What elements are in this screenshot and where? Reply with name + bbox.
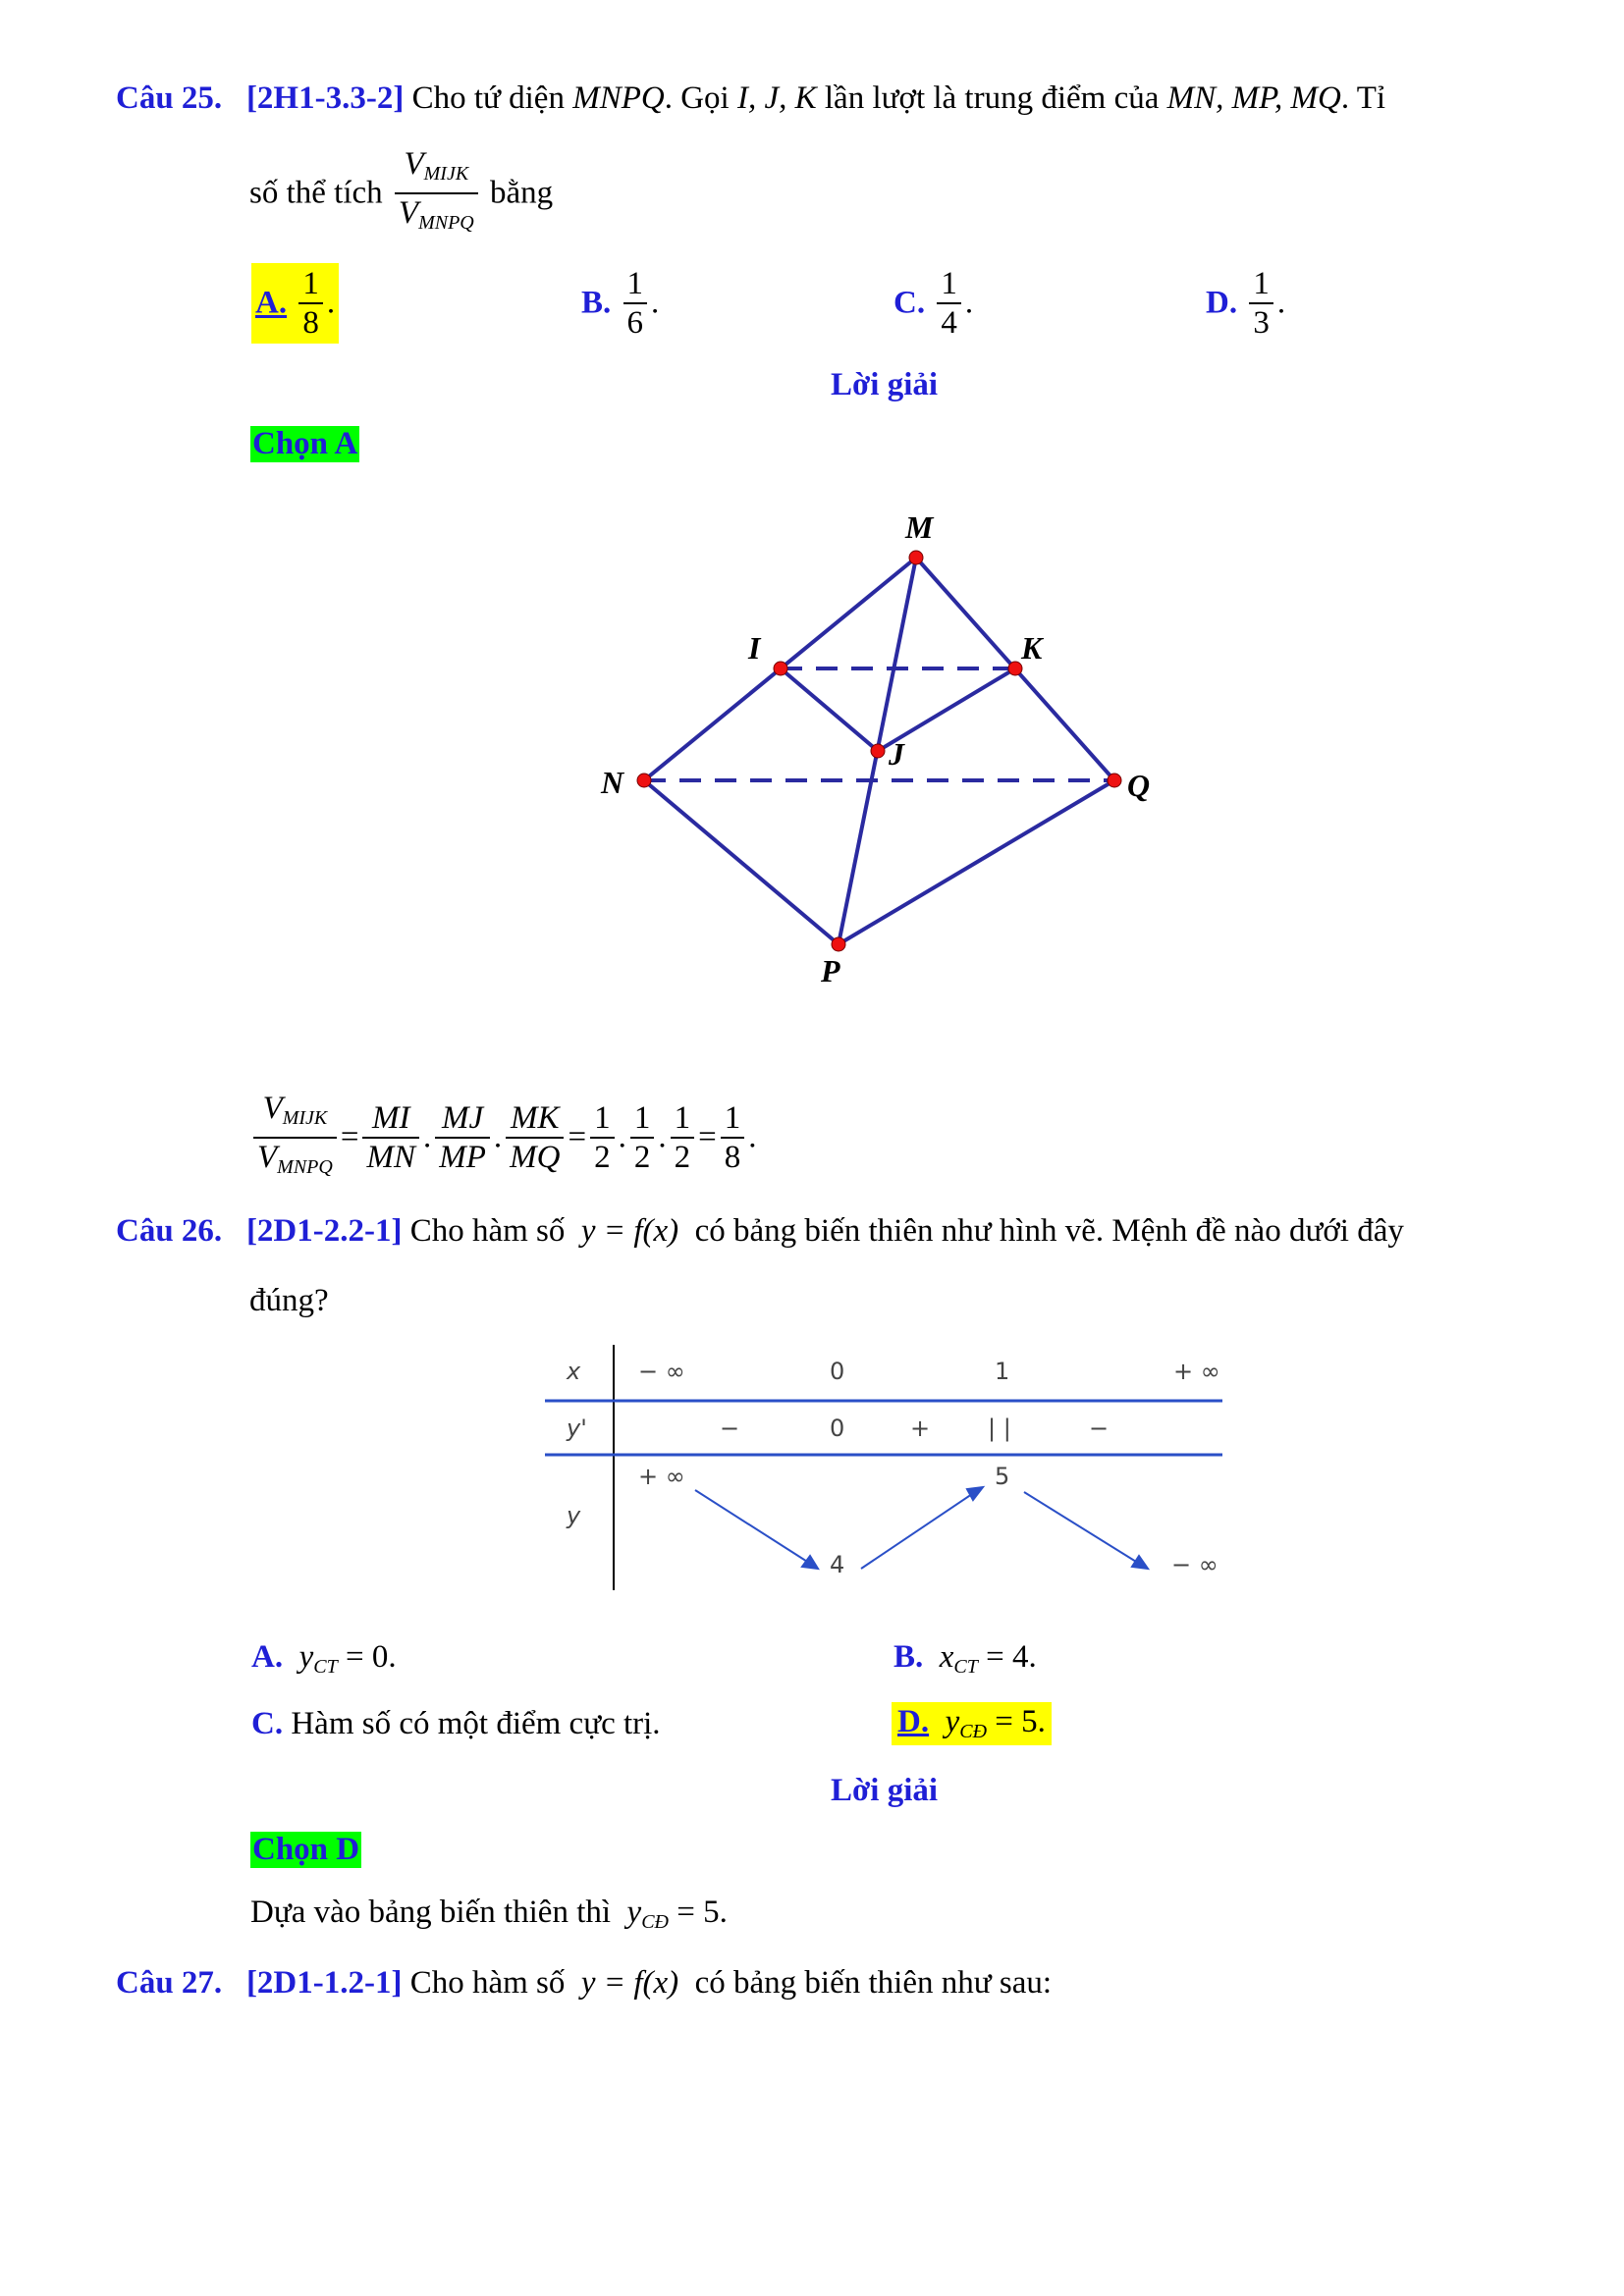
- option-sub: CT: [953, 1656, 978, 1678]
- q25-text6: bằng: [490, 175, 554, 211]
- q26-choice: Chọn D: [252, 1832, 360, 1867]
- q26-line1: [116, 1213, 1404, 1250]
- option-text: Hàm số có một điểm cực trị.: [291, 1706, 661, 1741]
- q25-pts: I, J, K: [736, 80, 817, 116]
- exp-val: = 5.: [677, 1895, 728, 1930]
- q26-code: [2D1-2.2-1]: [245, 1213, 403, 1249]
- label-j: J: [889, 736, 904, 772]
- q26-func: y = f(x): [580, 1213, 679, 1249]
- option-key: C.: [251, 1706, 284, 1741]
- label-q: Q: [1127, 768, 1151, 803]
- option-den: 4: [941, 305, 957, 341]
- q25-text4: . Tỉ: [1340, 80, 1386, 116]
- edge-qp: [839, 780, 1114, 944]
- q27-line1: [116, 1965, 1052, 2002]
- y-val-pos-inf: + ∞: [638, 1463, 685, 1490]
- option-key: B.: [581, 285, 612, 321]
- option-var: y: [298, 1639, 314, 1675]
- q25-text1: Cho tứ diện: [411, 80, 565, 116]
- tetrahedron-figure: [579, 496, 1188, 1006]
- q25-label: Câu 25.: [116, 80, 223, 116]
- q26-option-b[interactable]: [893, 1639, 1037, 1679]
- ratio-den: V: [398, 195, 419, 231]
- arrow-decrease-2: [1024, 1492, 1141, 1565]
- option-den: 3: [1253, 305, 1270, 341]
- point-i: [774, 662, 787, 675]
- point-j: [871, 744, 885, 758]
- q25-code: [2H1-3.3-2]: [245, 80, 405, 116]
- option-var: x: [939, 1639, 954, 1675]
- option-key: D.: [897, 1704, 930, 1739]
- label-m: M: [905, 509, 934, 545]
- q26-option-a[interactable]: [251, 1639, 397, 1679]
- row-label-yp: y': [567, 1415, 587, 1442]
- f-lhs-num: V: [262, 1091, 283, 1126]
- option-key: A.: [255, 285, 288, 321]
- row-label-y: y: [567, 1502, 581, 1529]
- x-val-pos-inf: + ∞: [1173, 1358, 1220, 1385]
- f1-den: MN: [366, 1140, 415, 1175]
- option-val: = 4.: [986, 1639, 1037, 1675]
- arrow-head-2: [967, 1487, 983, 1500]
- q25-choice: Chọn A: [252, 426, 358, 461]
- f2-den: MP: [439, 1140, 486, 1175]
- h1-num: 1: [590, 1099, 615, 1139]
- ratio-num-sub: MIJK: [423, 163, 469, 185]
- q25-option-a[interactable]: A. $\frac{1}{8}$ .: [251, 263, 339, 344]
- option-sub: CT: [313, 1656, 338, 1678]
- point-m: [909, 551, 923, 564]
- r-num: 1: [721, 1099, 745, 1139]
- q25-solution-title: Lời giải: [831, 367, 939, 402]
- edge-ij: [781, 668, 878, 751]
- label-p: P: [821, 953, 840, 988]
- f2-num: MJ: [435, 1099, 490, 1139]
- arrow-head-1: [802, 1556, 818, 1569]
- exp-var: y: [626, 1895, 642, 1930]
- option-num: 1: [298, 265, 323, 304]
- yp-val-minus-2: −: [1089, 1415, 1110, 1442]
- option-sub: CĐ: [959, 1721, 988, 1742]
- q25-option-b[interactable]: B. $\frac{1}{6}$ .: [581, 266, 660, 341]
- yp-val-zero: 0: [830, 1415, 845, 1442]
- f-lhs-num-sub: MIJK: [282, 1107, 328, 1129]
- option-var: y: [945, 1704, 960, 1739]
- q26-option-d[interactable]: [892, 1702, 1052, 1745]
- point-n: [637, 774, 651, 787]
- q26-label: Câu 26.: [116, 1213, 223, 1249]
- q25-option-d[interactable]: D. $\frac{1}{3}$ .: [1206, 266, 1286, 341]
- option-val: = 0.: [345, 1639, 397, 1675]
- point-k: [1008, 662, 1022, 675]
- r-den: 8: [724, 1140, 741, 1175]
- q25-option-c[interactable]: C. $\frac{1}{4}$ .: [893, 266, 974, 341]
- point-q: [1108, 774, 1121, 787]
- yp-val-undefined: | |: [988, 1415, 1011, 1442]
- q27-text1: Cho hàm số: [409, 1965, 566, 2001]
- option-key: C.: [893, 285, 926, 321]
- arrow-increase: [861, 1492, 975, 1569]
- f-lhs-den: V: [257, 1140, 278, 1175]
- q26-explanation: [250, 1895, 728, 1934]
- ratio-num: V: [404, 146, 424, 182]
- option-key: A.: [251, 1639, 284, 1675]
- y-val-5: 5: [995, 1463, 1010, 1490]
- q27-func: y = f(x): [580, 1965, 679, 2001]
- q26-text2: có bảng biến thiên như hình vẽ. Mệnh đề nào dưới đây: [694, 1213, 1404, 1249]
- q27-label: Câu 27.: [116, 1965, 223, 2001]
- option-key: B.: [893, 1639, 924, 1675]
- yp-val-plus: +: [910, 1415, 931, 1442]
- q25-text2: . Gọi: [664, 80, 730, 116]
- q25-ratio: [395, 145, 478, 241]
- ratio-den-sub: MNPQ: [418, 212, 474, 234]
- h2-den: 2: [633, 1140, 651, 1175]
- arrow-head-3: [1132, 1556, 1148, 1569]
- q25-text5: số thể tích: [249, 175, 383, 211]
- option-key: D.: [1206, 285, 1238, 321]
- x-val-neg-inf: − ∞: [638, 1358, 685, 1385]
- q25-line2: [249, 145, 553, 241]
- y-val-4: 4: [830, 1551, 845, 1578]
- q26-solution-title: Lời giải: [831, 1773, 939, 1808]
- q27-code: [2D1-1.2-1]: [245, 1965, 403, 2001]
- x-val-1: 1: [995, 1358, 1010, 1385]
- label-k: K: [1021, 630, 1043, 666]
- row-label-x: x: [567, 1358, 581, 1385]
- q26-text3: đúng?: [249, 1283, 329, 1318]
- option-val: = 5.: [995, 1704, 1046, 1739]
- option-num: 1: [623, 265, 648, 304]
- h1-den: 2: [594, 1140, 611, 1175]
- x-val-0: 0: [830, 1358, 845, 1385]
- q25-mids: MN, MP, MQ: [1166, 80, 1341, 116]
- q27-text2: có bảng biến thiên như sau:: [694, 1965, 1053, 2001]
- f1-num: MI: [362, 1099, 419, 1139]
- edge-np: [644, 780, 839, 944]
- q25-text3: lần lượt là trung điểm của: [824, 80, 1160, 116]
- h3-den: 2: [674, 1140, 691, 1175]
- h2-num: 1: [630, 1099, 655, 1139]
- arrow-decrease-1: [695, 1490, 812, 1565]
- q25-tetra: MNPQ: [572, 80, 665, 116]
- y-val-neg-inf: − ∞: [1171, 1551, 1218, 1578]
- f3-den: MQ: [510, 1140, 561, 1175]
- yp-val-minus-1: −: [720, 1415, 740, 1442]
- point-p: [832, 937, 845, 951]
- q26-text1: Cho hàm số: [409, 1213, 566, 1249]
- exp-sub: CĐ: [641, 1911, 669, 1933]
- f-lhs-den-sub: MNPQ: [277, 1156, 333, 1178]
- h3-num: 1: [671, 1099, 695, 1139]
- option-den: 8: [302, 305, 319, 341]
- q25-line1: [116, 80, 1385, 117]
- option-den: 6: [626, 305, 644, 341]
- q25-formula: $\frac{V_{MIJK}}{V_{MNPQ}}$ = $\frac{MI}{MN}$ . $\frac{MJ}{MP}$ . $\frac{MK}{MQ}$ = $\frac{1}{2}$ . $\frac{1}{2}$ . $\frac{1}{2}$ = $\frac{1}{8}$ .: [249, 1090, 756, 1186]
- q26-option-c[interactable]: [251, 1706, 661, 1742]
- explanation-text: Dựa vào bảng biến thiên thì: [250, 1895, 612, 1930]
- variation-table: [545, 1345, 1222, 1590]
- f3-num: MK: [506, 1099, 564, 1139]
- option-num: 1: [1249, 265, 1273, 304]
- label-i: I: [748, 630, 761, 666]
- option-num: 1: [937, 265, 961, 304]
- label-n: N: [601, 765, 624, 800]
